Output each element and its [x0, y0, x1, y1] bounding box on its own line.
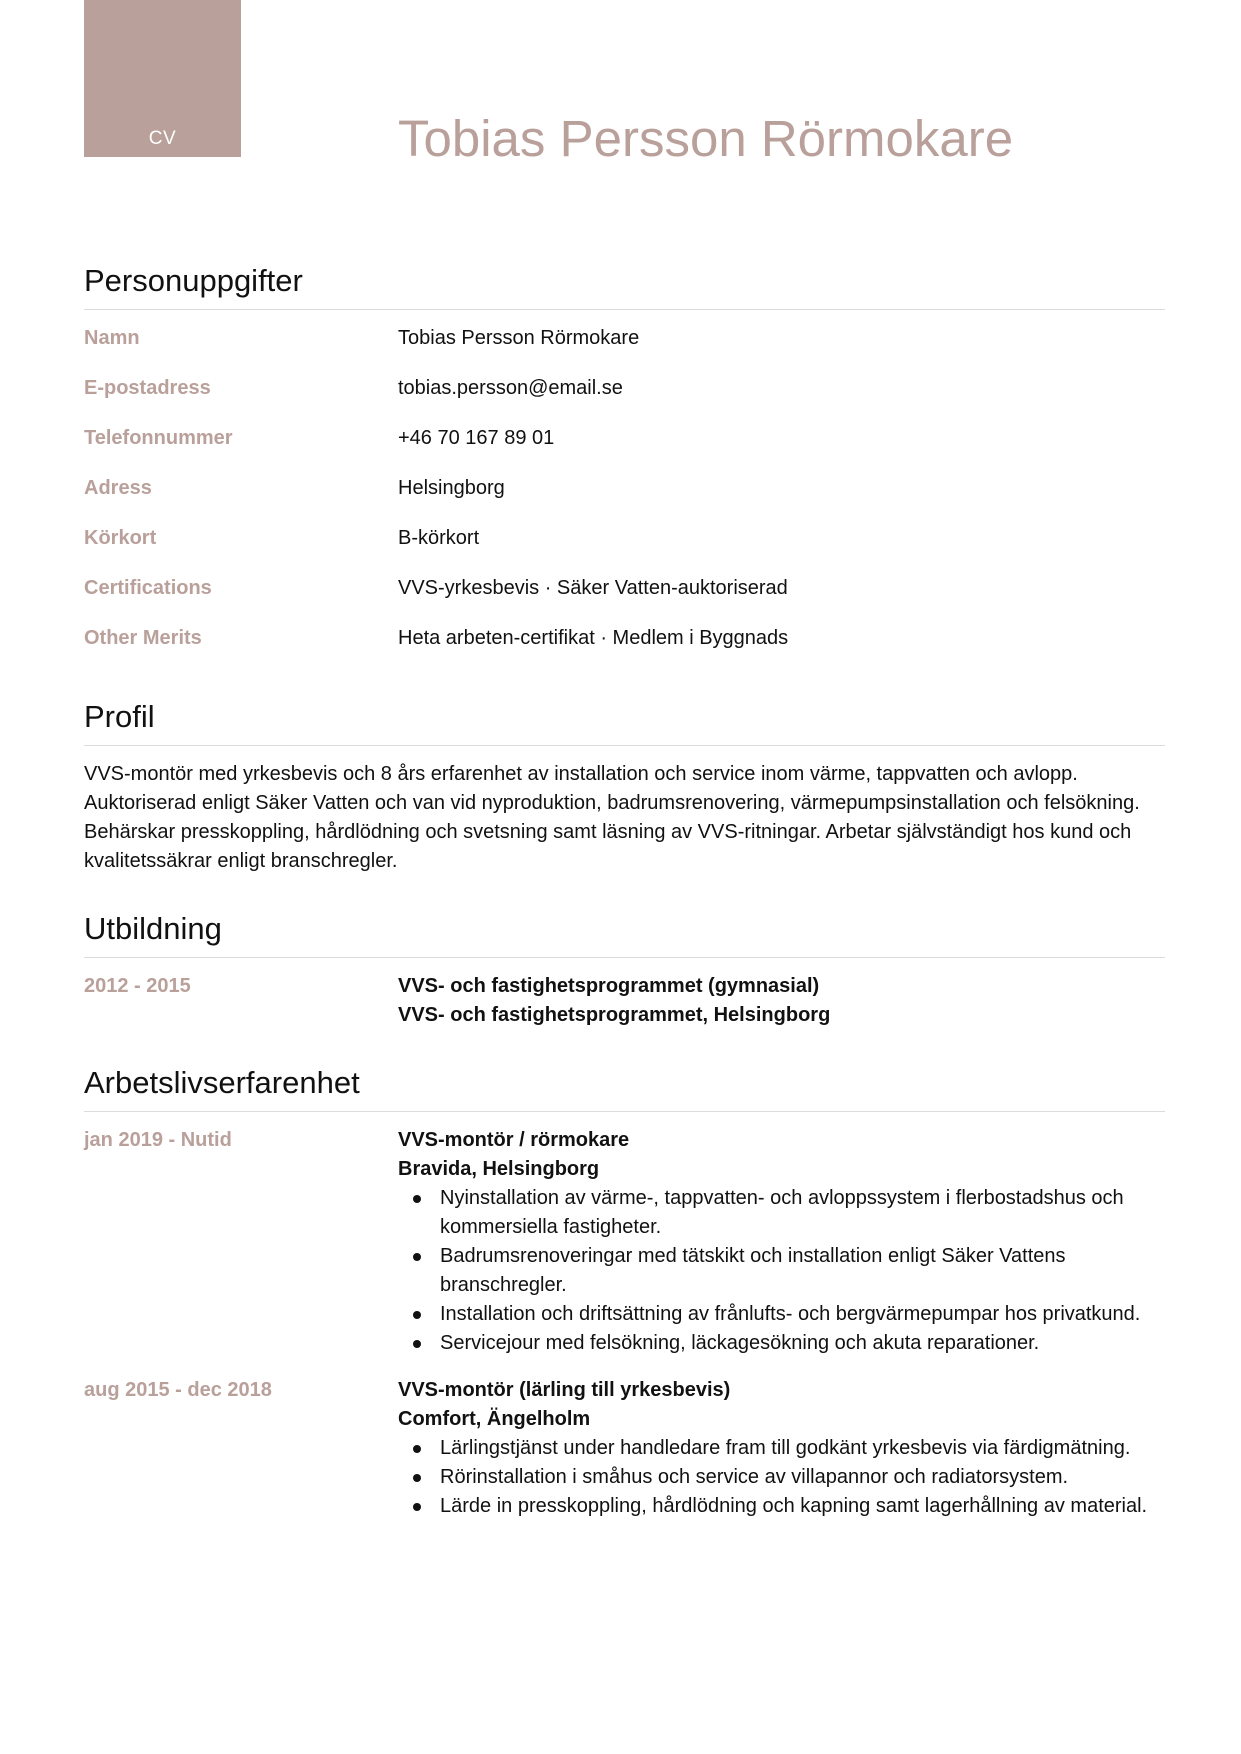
phone-value: +46 70 167 89 01 [398, 427, 555, 449]
cv-badge-label: CV [148, 128, 177, 149]
responsibility-item: Servicejour med felsökning, läckagesökning och akuta reparationer. [440, 1329, 1165, 1358]
education-heading: Utbildning [84, 911, 222, 946]
education-section [84, 904, 1165, 1030]
responsibility-item: Lärlingstjänst under handledare fram till godkänt yrkesbevis via färdigmätning. [440, 1434, 1165, 1463]
education-program: VVS- och fastighetsprogrammet (gymnasial) [398, 975, 820, 997]
responsibility-item: Nyinstallation av värme-, tappvatten- och avloppssystem i flerbostadshus och kommersiella fastigheter. [440, 1184, 1165, 1242]
license-value: B-körkort [398, 527, 480, 549]
resume-content [84, 256, 1165, 1549]
personal-row-address [84, 474, 1165, 524]
experience-entry-bravida [84, 1126, 1165, 1358]
cv-badge [84, 0, 241, 157]
page-title: Tobias Persson Rörmokare [398, 110, 1014, 167]
education-header [84, 904, 1165, 958]
profile-header [84, 692, 1165, 746]
name-value: Tobias Persson Rörmokare [398, 327, 640, 349]
address-value: Helsingborg [398, 477, 505, 499]
address-label: Adress [84, 477, 152, 499]
experience-entry-comfort [84, 1376, 1165, 1521]
experience-details [398, 1376, 1165, 1521]
personal-info-section [84, 256, 1165, 674]
license-label: Körkort [84, 527, 157, 549]
responsibility-item: Installation och driftsättning av frånlufts- och bergvärmepumpar hos privatkund. [440, 1300, 1165, 1329]
personal-row-certifications [84, 574, 1165, 624]
personal-row-email [84, 374, 1165, 424]
other-merits-label: Other Merits [84, 627, 202, 649]
responsibility-item: Lärde in presskoppling, hårdlödning och kapning samt lagerhållning av material. [440, 1492, 1165, 1521]
experience-period: jan 2019 - Nutid [84, 1129, 232, 1151]
job-title: VVS-montör (lärling till yrkesbevis) [398, 1379, 731, 1401]
responsibilities-list [398, 1434, 1165, 1521]
experience-period: aug 2015 - dec 2018 [84, 1379, 272, 1401]
personal-row-license [84, 524, 1165, 574]
personal-row-other-merits [84, 624, 1165, 674]
responsibility-item: Rörinstallation i småhus och service av villapannor och radiatorsystem. [440, 1463, 1165, 1492]
certifications-value: VVS-yrkesbevis · Säker Vatten-auktoriserad [398, 577, 788, 599]
education-school: VVS- och fastighetsprogrammet, Helsingborg [398, 1004, 831, 1026]
job-title: VVS-montör / rörmokare [398, 1129, 630, 1151]
profile-heading: Profil [84, 699, 155, 734]
profile-summary: VVS-montör med yrkesbevis och 8 års erfarenhet av installation och service inom värme, tappvatten och avlopp. Auktoriserad enligt Säker Vatten och van vid nyproduktion, badrumsrenovering, värmepumpsinstallation och felsökning. Behärskar presskoppling, hårdlödning och svetsning samt läsning av VVS-ritningar. Arbetar självständigt hos kund och kvalitetssäkrar enligt branschregler. [84, 763, 1140, 872]
email-label: E-postadress [84, 377, 211, 399]
certifications-label: Certifications [84, 577, 212, 599]
responsibility-item: Badrumsrenoveringar med tätskikt och installation enligt Säker Vattens branschregler. [440, 1242, 1165, 1300]
phone-label: Telefonnummer [84, 427, 233, 449]
employer: Bravida, Helsingborg [398, 1158, 600, 1180]
education-entry [84, 972, 1165, 1030]
name-label: Namn [84, 327, 140, 349]
experience-heading: Arbetslivserfarenhet [84, 1065, 360, 1100]
experience-header [84, 1058, 1165, 1112]
personal-row-phone [84, 424, 1165, 474]
personal-row-name [84, 324, 1165, 374]
experience-section [84, 1058, 1165, 1521]
email-value: tobias.persson@email.se [398, 377, 623, 399]
employer: Comfort, Ängelholm [398, 1408, 591, 1430]
personal-info-heading: Personuppgifter [84, 263, 303, 298]
education-period: 2012 - 2015 [84, 975, 191, 997]
responsibilities-list [398, 1184, 1165, 1358]
profile-section [84, 692, 1165, 876]
personal-info-header [84, 256, 1165, 310]
education-details [398, 972, 1165, 1030]
other-merits-value: Heta arbeten-certifikat · Medlem i Byggnads [398, 627, 789, 649]
experience-details [398, 1126, 1165, 1358]
